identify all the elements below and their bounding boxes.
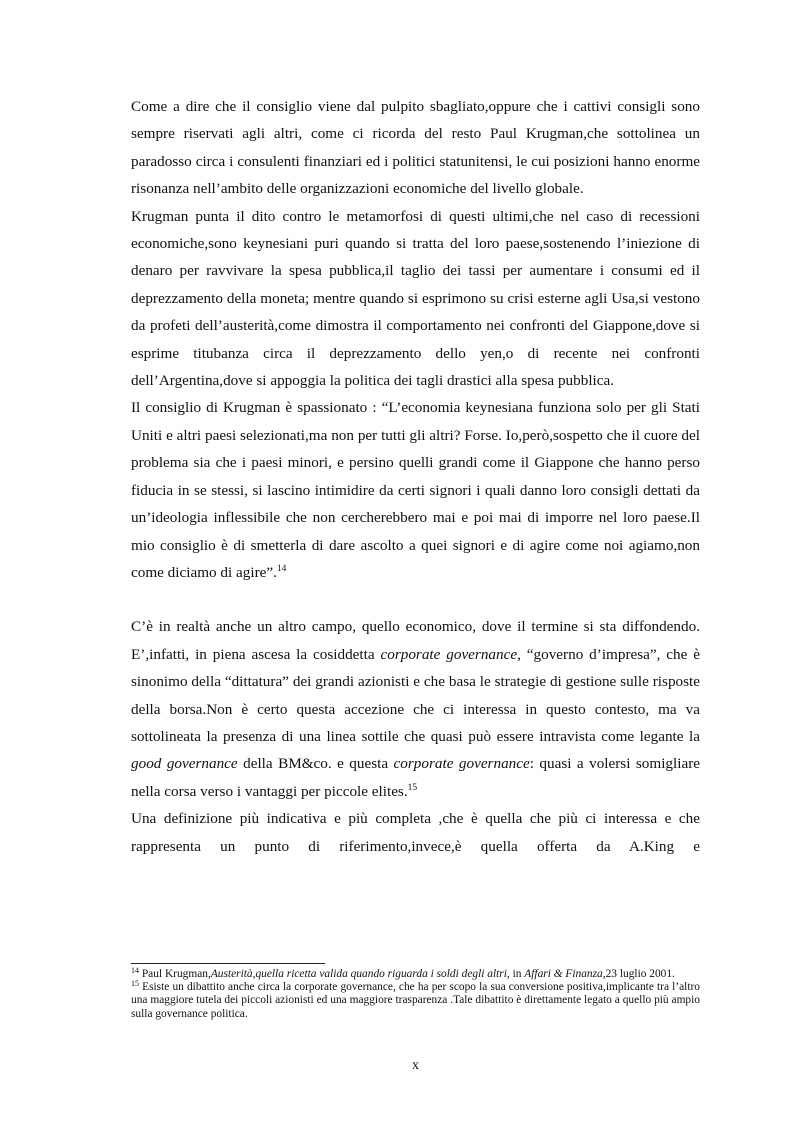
footnote-14-text-b: , in <box>506 968 525 980</box>
paragraph-2: Krugman punta il dito contro le metamorfosi di questi ultimi,che nel caso di recessioni economiche,sono keynesiani puri quando si tratta del loro paese,sostenendo l’iniezione di denaro per ravvivare la spesa pubblica,il taglio dei tassi per aumentare i consumi ed il deprezzamento della moneta; mentre quando si esprimono su crisi esterne agli Usa,si vestono da profeti dell’austerità,come dimostra il comportamento nei confronti del Giappone,dove si esprime titubanza circa il deprezzamento dello yen,o di recente nei confronti dell’Argentina,dove si appoggia la politica dei tagli drastici alla spesa pubblica. <box>131 207 700 390</box>
page-number: x <box>412 1058 419 1073</box>
paragraph-4-italic-3: corporate governance <box>393 755 530 773</box>
footnote-14-number: 14 <box>131 966 139 975</box>
footnote-14-title: Austerità,quella ricetta valida quando riguarda i soldi degli altri <box>210 968 507 980</box>
footnote-14 <box>131 968 700 981</box>
paragraph-4-text-b: , “governo d’impresa”, che è sinonimo della “dittatura” dei grandi azionisti e che basa le strategie di gestione sulle risposte della borsa.Non è certo questa accezione che ci interessa in questo contesto, ma va sottolineata la presenza di una linea sottile che quasi può essere intravista come legante la <box>131 645 700 745</box>
footnote-divider <box>131 963 325 964</box>
paragraph-4-text-d: : quasi a volersi somigliare nella corsa verso i vantaggi per piccole elites. <box>131 755 700 800</box>
paragraph-4-italic-2: good governance <box>131 755 238 773</box>
paragraph-1: Come a dire che il consiglio viene dal pulpito sbagliato,oppure che i cattivi consigli sono sempre riservati agli altri, come ci ricorda del resto Paul Krugman,che sottolinea un paradosso circa i consulenti finanziari ed i politici statunitensi, le cui posizioni hanno enorme risonanza nell’ambito delle organizzazioni economiche del livello globale. <box>131 98 700 198</box>
paragraph-5: Una definizione più indicativa e più completa ,che è quella che più ci interessa e che rappresenta un punto di riferimento,invece,è quella offerta da A.King e <box>131 810 700 855</box>
paragraph-3-text: Il consiglio di Krugman è spassionato : “L’economia keynesiana funziona solo per gli Stati Uniti e altri paesi selezionati,ma non per tutti gli altri? Forse. Io,però,sospetto che il cuore del problema sia che i paesi minori, e persino quelli grandi come il Giappone che hanno perso fiducia in se stessi, si lascino intimidire da certi signori i quali danno loro consigli dettati da un’ideologia inflessibile che non cercherebbero mai e poi mai di imporre nel loro paese.Il mio consiglio è di smetterla di dare ascolto a quei signori e di agire come noi agiamo,non come diciamo di agire”. <box>131 399 700 581</box>
paragraph-4 <box>131 613 700 805</box>
footnote-15-text: Esiste un dibattito anche circa la corporate governance, che ha per scopo la sua conversione positiva,implicante tra l’altro una maggiore tutela dei piccoli azionisti ed una maggiore trasparenza .Tale dibattito è direttamente legato a quello più ampio sulla governance politica. <box>131 981 700 1020</box>
footnote-14-text-a: Paul Krugman, <box>139 968 211 980</box>
paragraph-gap <box>131 586 700 613</box>
footnote-ref-14[interactable]: 14 <box>276 563 287 574</box>
paragraph-3 <box>131 394 700 586</box>
paragraph-4-text-a: C’è in realtà anche un altro campo, quello economico, dove il termine si sta diffondendo. E’,infatti, in piena ascesa la cosiddetta <box>131 618 700 663</box>
paragraph-4-italic-1: corporate governance <box>380 645 518 663</box>
footnote-15-number: 15 <box>131 979 139 989</box>
footnote-ref-15[interactable]: 15 <box>407 782 418 793</box>
footnotes <box>131 968 700 1021</box>
body-text <box>131 93 700 860</box>
footnote-14-source: Affari & Finanza <box>524 968 603 980</box>
paragraph-4-text-c: della BM&co. e questa <box>237 755 394 773</box>
footnote-15 <box>131 981 700 1021</box>
footnote-14-text-c: ,23 luglio 2001. <box>602 968 675 980</box>
